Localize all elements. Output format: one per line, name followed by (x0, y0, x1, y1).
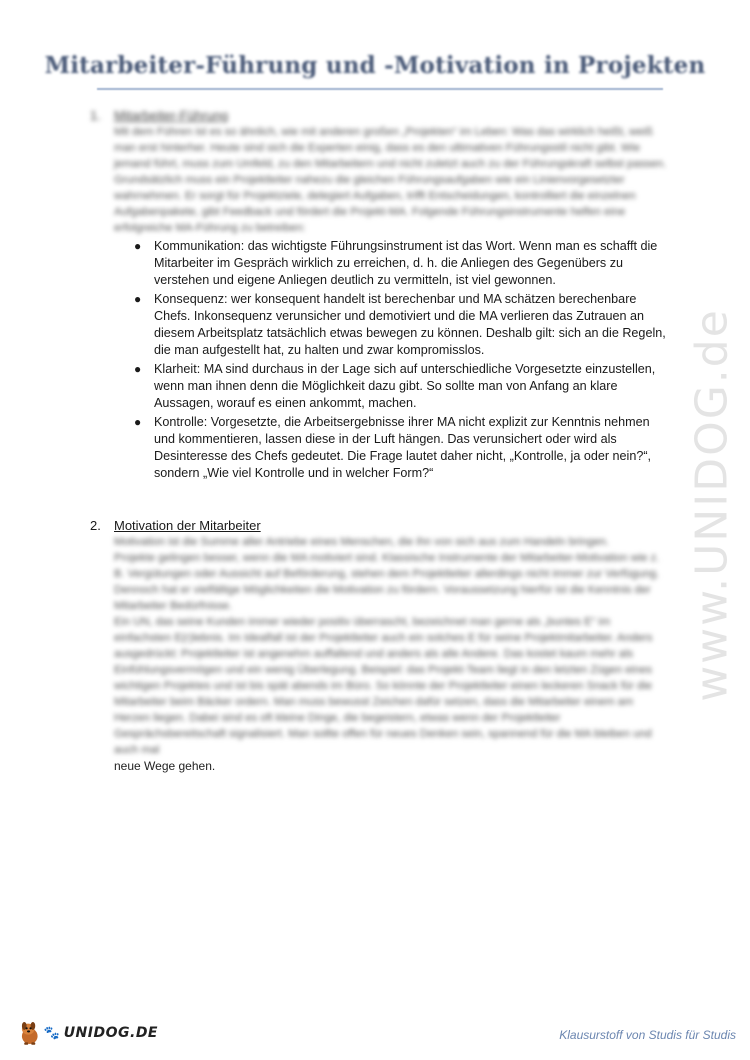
bullet-text: Kommunikation: das wichtigste Führungsinstrument ist das Wort. Wenn man es schafft die Mitarbeiter im Gespräch wirklich zu erreichen, d. h. die Anliegen des Gegenübers zu verstehen und eigene Anliegen deutlich zu vermitteln, ist viel gewonnen. (154, 239, 658, 287)
bullet-list (90, 238, 670, 482)
document-title: Mitarbeiter-Führung und -Motivation in Projekten (44, 52, 706, 79)
title-underline (97, 88, 663, 90)
section-heading (90, 108, 670, 124)
dog-mascot-icon (18, 1017, 42, 1049)
paragraph: Ein UN, das seine Kunden immer wieder positiv überrascht, bezeichnet man gerne als „buntes E“ im einfachsten E(r)lebnis. Im Idealfall ist der Projektleiter auch ein solches E für seine Projektmitarbeiter. Anders ausgedrückt: Projektleiter ist angenehm auffallend und anders als alle Andere. Das kostet kaum mehr als Einfühlungsvermögen und ein wenig Überlegung. Beispiel: das Projekt-Team liegt in den letzten Zügen eines wichtigen Projektes und ist bis spät abends im Büro. So könnte der Projektleiter einen leckeren Snack für die Mitarbeiter beim Bäcker ordern. Man muss bewusst Zeichen dafür setzen, dass die Mitarbeiter einem am Herzen liegen. Dabei sind es oft kleine Dinge, die begeistern, etwas wenn der Projektleiter Gesprächsbereitschaft signalisiert. Man sollte offen für neues Denken sein, spannend für die MA bleiben und auch mal (114, 616, 653, 756)
section-leadership (90, 108, 670, 484)
bullet-icon: ● (134, 239, 142, 253)
watermark (686, 270, 738, 740)
closing-line: neue Wege gehen. (114, 759, 216, 773)
bullet-icon: ● (134, 415, 142, 429)
list-item (134, 238, 670, 289)
paragraph: Grundsätzlich muss ein Projektleiter nahezu die gleichen Führungsaufgaben wie ein Linienvorgesetzter wahrnehmen. Er sorgt für Projektziele, delegiert Aufgaben, trifft Entscheidungen, kontrolliert die einzelnen Aufgabenpakete, gibt Feedback und fördert die Projekt-MA. Folgende Führungsinstrumente helfen eine erfolgreiche MA-Führung zu betreiben: (114, 174, 636, 234)
section-heading (90, 518, 670, 534)
list-item (134, 361, 670, 412)
bullet-icon: ● (134, 292, 142, 306)
bullet-text: Kontrolle: Vorgesetzte, die Arbeitsergebnisse ihrer MA nicht explizit zur Kenntnis nehmen und kommentieren, lassen diese in der Luft hängen. Das verunsichert oder wird als Desinteresse des Chefs gedeutet. Die Frage lautet daher nicht, „Kontrolle, ja oder nein?“, sondern „Wie viel Kontrolle und in welcher Form?“ (154, 415, 652, 480)
paw-icon: 🐾 (43, 1024, 60, 1040)
section-title: Motivation der Mitarbeiter (114, 518, 261, 533)
section-title: Mitarbeiter-Führung (114, 108, 229, 123)
list-item (134, 414, 670, 482)
logo-text: UNIDOG.DE (63, 1024, 158, 1041)
bullet-text: Konsequenz: wer konsequent handelt ist berechenbar und MA schätzen berechenbare Chefs. Inkonsequenz verunsicher und demotiviert und die MA verlieren das Zutrauen an diesem Arbeitsplatz tatsächlich etwas bewegen zu können. Deshalb gilt: sich an die Regeln, die man aufgestellt hat, zu halten und zwar kompromisslos. (154, 292, 666, 357)
footer-tagline: Klausurstoff von Studis für Studis (559, 1028, 736, 1042)
section-number: 2. (90, 518, 101, 533)
brand-logo (18, 1015, 158, 1050)
bullet-text: Klarheit: MA sind durchaus in der Lage sich auf unterschiedliche Vorgesetzte einzustellen, wenn man ihnen denn die Möglichkeit dazu gibt. So sollte man von Anfang an klare Aussagen, worauf es einen ankommt, machen. (154, 362, 656, 410)
section-number: 1. (90, 108, 101, 123)
paragraph: Motivation ist die Summe aller Antriebe eines Menschen, die ihn von sich aus zum Handeln bringen. (114, 536, 610, 548)
paragraph: Mit dem Führen ist es so ähnlich, wie mit anderen großen „Projekten“ im Leben: Was das wirklich heißt, weiß man erst hinterher. Heute sind sich die Experten einig, dass es den ultimativen Führungsstil nicht gibt. Wie jemand führt, muss zum Umfeld, zu den Mitarbeitern und nicht zuletzt auch zu der Führungskraft selbst passen. (114, 126, 667, 170)
paragraph: Projekte gelingen besser, wenn die MA motiviert sind. Klassische Instrumente der Mitarbeiter-Motivation wie z. B. Vergütungen oder Aussicht auf Beförderung, stehen dem Projektleiter allerdings nicht immer zur Verfügung. Dennoch hat er vielfältige Möglichkeiten die Motivation zu fördern. Voraussetzung hierfür ist die Kenntnis der Mitarbeiter Bedürfnisse. (114, 552, 660, 612)
section-motivation (90, 518, 670, 774)
bullet-icon: ● (134, 362, 142, 376)
list-item (134, 291, 670, 359)
watermark-text: www.UNIDOG.de (686, 308, 738, 702)
